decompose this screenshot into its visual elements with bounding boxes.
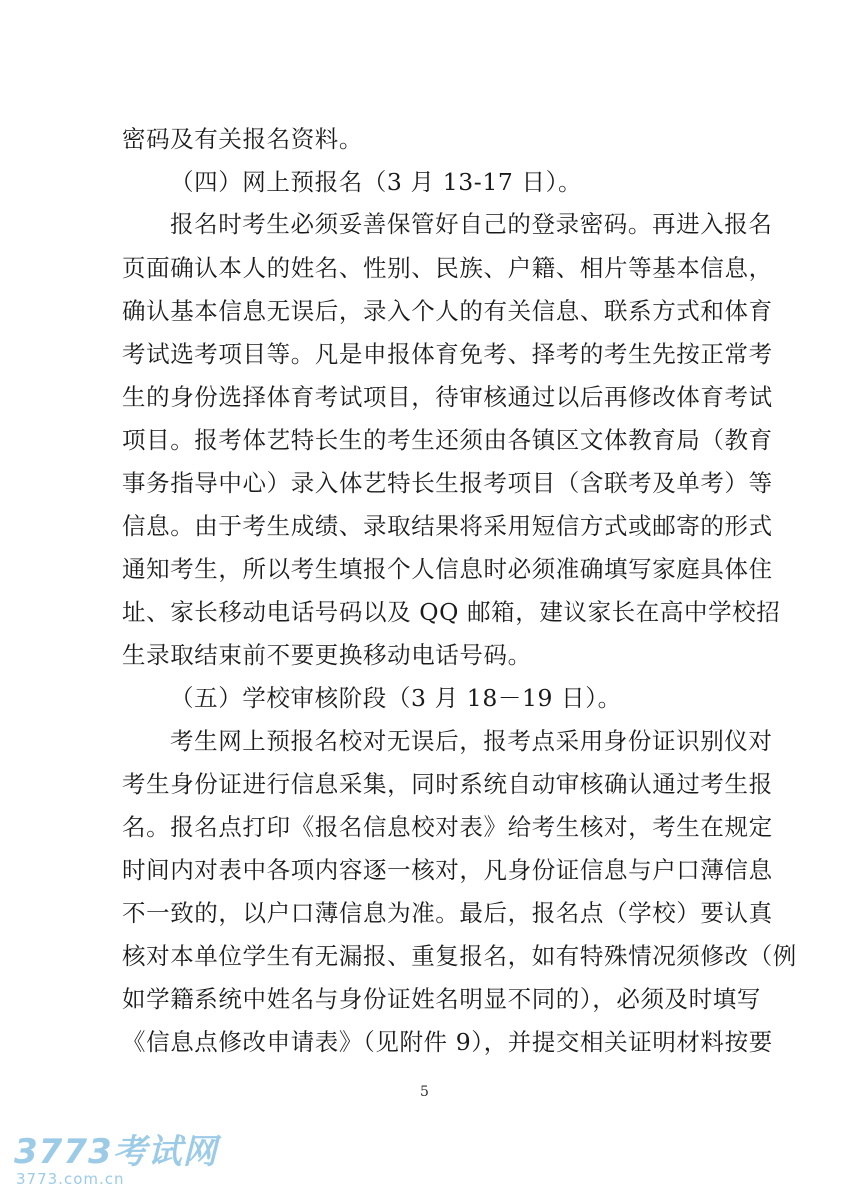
text-line: 址、家长移动电话号码以及 QQ 邮箱，建议家长在高中学校招 [122,598,781,626]
text-line: 考生网上预报名校对无误后，报考点采用身份证识别仪对 [170,727,773,755]
text-line: 事务指导中心）录入体艺特长生报考项目（含联考及单考）等 [122,469,773,497]
text-line: 名。报名点打印《报名信息校对表》给考生核对，考生在规定 [122,813,773,841]
watermark-main-text: 3773考试网 [14,1132,218,1172]
text-line: 核对本单位学生有无漏报、重复报名，如有特殊情况须修改（例 [122,942,797,970]
text-line: 密码及有关报名资料。 [122,125,363,153]
text-line: 生录取结束前不要更换移动电话号码。 [122,641,532,669]
page-number: 5 [420,1084,429,1100]
text-line: 页面确认本人的姓名、性别、民族、户籍、相片等基本信息， [122,254,773,282]
text-line: 考试选考项目等。凡是申报体育免考、择考的考生先按正常考 [122,340,773,368]
text-line: 确认基本信息无误后，录入个人的有关信息、联系方式和体育 [122,297,773,325]
text-line: 报名时考生必须妥善保管好自己的登录密码。再进入报名 [170,210,773,238]
text-line: 通知考生，所以考生填报个人信息时必须准确填写家庭具体住 [122,555,773,583]
text-line: 《信息点修改申请表》（见附件 9），并提交相关证明材料按要 [122,1028,773,1056]
site-watermark-logo [14,1132,218,1190]
text-line: 如学籍系统中姓名与身份证姓名明显不同的），必须及时填写 [122,985,761,1013]
text-line: 考生身份证进行信息采集，同时系统自动审核确认通过考生报 [122,770,773,798]
text-line: 时间内对表中各项内容逐一核对，凡身份证信息与户口薄信息 [122,856,773,884]
text-line: 信息。由于考生成绩、录取结果将采用短信方式或邮寄的形式 [122,512,773,540]
watermark-url: 3773.com.cn [16,1170,125,1188]
text-line: 项目。报考体艺特长生的考生还须由各镇区文体教育局（教育 [122,426,773,454]
section-heading-5: （五）学校审核阶段（3 月 18－19 日）。 [170,684,622,712]
text-line: 生的身份选择体育考试项目，待审核通过以后再修改体育考试 [122,383,773,411]
text-line: 不一致的，以户口薄信息为准。最后，报名点（学校）要认真 [122,899,773,927]
section-heading-4: （四）网上预报名（3 月 13-17 日）。 [170,168,583,196]
